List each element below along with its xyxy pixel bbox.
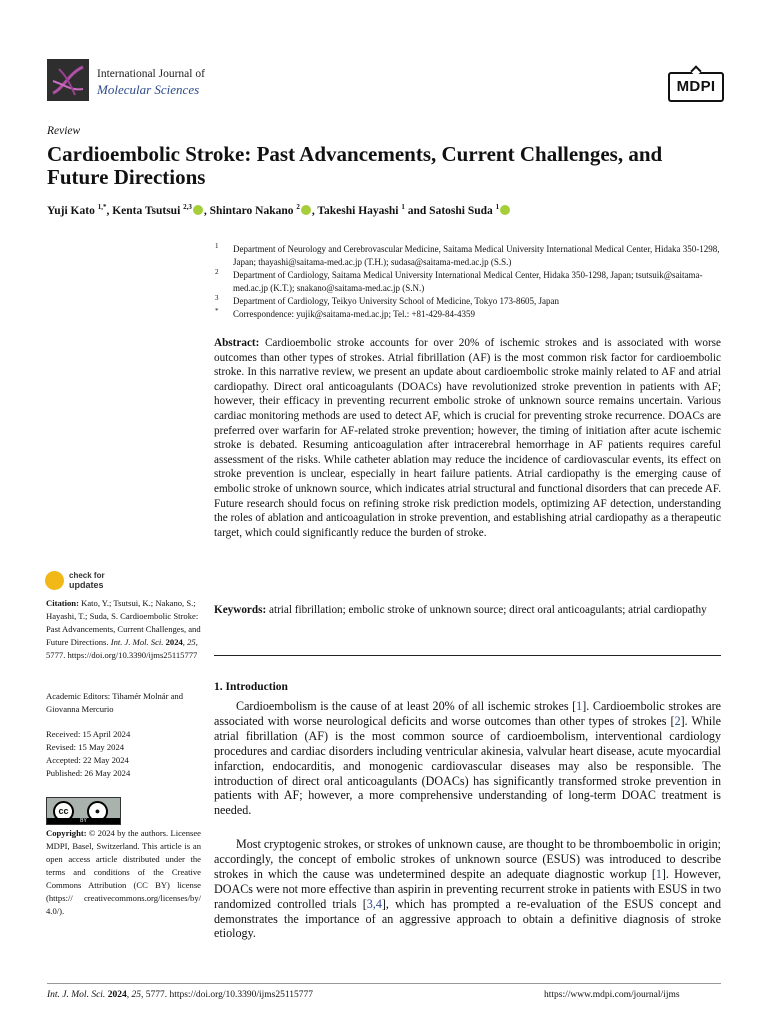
check-updates-icon xyxy=(45,571,64,590)
orcid-icon[interactable] xyxy=(500,205,510,215)
citation-block: Citation: Kato, Y.; Tsutsui, K.; Nakano, S.; Hayashi, T.; Suda, S. Cardioembolic Stroke: Past Advancements, Current Challenges, and Future Directions. Int. J. Mol. Sci. 2024, 25, 5777. https://doi.org/10.3390/ijms25115777 xyxy=(46,598,201,660)
orcid-icon[interactable] xyxy=(193,205,203,215)
affiliation-text: Department of Cardiology, Saitama Medical University International Medical Center, Hidaka 350-1298, Japan; tsutsuik@saitama-med.ac.jp (K.T.); snakano@saitama-med.ac.jp (S.N.) xyxy=(233,270,703,293)
copyright-label: Copyright: xyxy=(46,828,87,838)
cc-by-label: BY xyxy=(47,818,120,824)
citation-text: Kato, Y.; Tsutsui, K.; Nakano, S.; Hayashi, T.; Suda, S. Cardioembolic Stroke: Past Advancements, Current Challenges, and Future Directions. xyxy=(46,598,201,647)
publication-date: Accepted: 22 May 2024 xyxy=(46,755,129,765)
author-affiliation-mark: 1,* xyxy=(97,203,107,211)
text-run: Cardioembolism is the cause of at least 20% of all ischemic strokes [ xyxy=(236,699,577,713)
text-run: Most cryptogenic strokes, or strokes of unknown cause, are thought to be thromboembolic in origin; accordingly, the concept of embolic strokes of unknown source (ESUS) was introduced to describe strokes in which the cause was undetermined despite an adequate diagnostic workup [ xyxy=(214,837,722,881)
publication-date: Revised: 15 May 2024 xyxy=(46,742,125,752)
journal-logo xyxy=(47,59,89,101)
citation-label: Citation: xyxy=(46,598,79,608)
author-affiliation-mark: 1 xyxy=(495,203,500,211)
author-name: Takeshi Hayashi xyxy=(317,204,399,217)
author-list xyxy=(47,203,511,217)
affiliation-item xyxy=(211,243,726,269)
cc-by-license-badge[interactable] xyxy=(46,797,121,825)
footer-volume: 25 xyxy=(131,990,141,1000)
footer-year: 2024 xyxy=(107,990,127,1000)
publication-date: Published: 26 May 2024 xyxy=(46,768,131,778)
author-name: Kenta Tsutsui xyxy=(112,204,181,217)
keywords-label: Keywords: xyxy=(214,604,267,616)
author-separator: , xyxy=(311,204,318,217)
article-title: Cardioembolic Stroke: Past Advancements, Current Challenges, and Future Directions xyxy=(47,142,663,189)
author-name: Satoshi Suda xyxy=(429,204,493,217)
publication-date: Received: 15 April 2024 xyxy=(46,729,131,739)
section-heading: 1. Introduction xyxy=(214,681,288,693)
abstract xyxy=(214,336,721,540)
check-updates-line2: updates xyxy=(69,580,104,590)
text-run: ]. Cardioembolic strokes are associated with worse neurological deficits and worse outcomes than other types of strokes [ xyxy=(214,699,721,728)
affiliation-item xyxy=(211,308,726,321)
text-run: ], which has prompted a re-evaluation of the ESUS concept and demonstrates the importance of an aggressive approach to obtain a definitive diagnosis of stroke etiology. xyxy=(214,896,721,941)
dna-helix-icon xyxy=(47,59,89,101)
publication-dates xyxy=(46,728,201,780)
citation-year: 2024 xyxy=(165,637,183,647)
text-run: ]. While atrial fibrillation (AF) is the most common source of cardioembolism, interventional cardiology procedures and cardiac disorders including ventricular akinesia, valvular heart disease, acute myocardial infarction, endocarditis, and monogenic cardiovascular diseases may also be responsible. The introduction of direct oral anticoagulants (DOACs) has significantly transformed stroke prevention in patients with AF; however, a more comprehensive understanding of long-term DOAC treatment is needed. xyxy=(214,713,722,818)
citation-link[interactable]: 1 xyxy=(576,699,583,713)
author-name: Shintaro Nakano xyxy=(209,204,294,217)
abstract-label: Abstract: xyxy=(214,337,260,349)
keywords xyxy=(214,603,721,618)
copyright-block xyxy=(46,827,201,918)
affiliation-text: Department of Neurology and Cerebrovascular Medicine, Saitama Medical University International Medical Center, Hidaka 350-1298, Japan; thayashi@saitama-med.ac.jp (T.H.); sudasa@saitama-med.ac.jp (S.S.) xyxy=(233,244,720,267)
footer-citation: Int. J. Mol. Sci. 2024, 25, 5777. https://doi.org/10.3390/ijms25115777 xyxy=(47,990,314,1000)
journal-prefix: International Journal of xyxy=(97,68,205,80)
citation-volume: 25 xyxy=(187,637,196,647)
check-for-updates-button[interactable] xyxy=(45,569,120,593)
citation-journal: Int. J. Mol. Sci. xyxy=(110,637,164,647)
paragraph-1 xyxy=(214,699,721,818)
footer-journal: Int. J. Mol. Sci. xyxy=(47,990,106,1000)
academic-editors xyxy=(46,690,201,716)
keywords-text: atrial fibrillation; embolic stroke of unknown source; direct oral anticoagulants; atrial cardiopathy xyxy=(269,604,707,616)
affiliation-number: 1 xyxy=(215,242,219,250)
footer-journal-url[interactable]: https://www.mdpi.com/journal/ijms xyxy=(544,990,680,1000)
copyright-text: © 2024 by the authors. Licensee MDPI, Basel, Switzerland. This article is an open access article distributed under the terms and conditions of the Creative Commons Attribution (CC BY) license (https:// creativecommons.org/licenses/by/ 4.0/). xyxy=(46,828,201,916)
affiliation-text: Department of Cardiology, Teikyo University School of Medicine, Tokyo 173-8605, Japan xyxy=(233,296,560,306)
abstract-text: Cardioembolic stroke accounts for over 20% of ischemic strokes and is associated with worse outcomes than other types of strokes. Atrial fibrillation (AF) is the most common risk factor for cardioembolic stroke. In this narrative review, we present an update about cardioembolic stroke mainly related to AF and atrial cardiopathy. Direct oral anticoagulants (DOACs) have revolutionized stroke prevention in patients with AF; however, their efficacy in preventing recurrent embolic stroke of unknown source remains uncertain. Various cardiac monitoring methods are used to detect AF, which is crucial for preventing stroke recurrence. DOACs are preferred over warfarin for AF-related stroke prevention; however, the timing of initiation after acute ischemic stroke is debated. Resuming anticoagulation after intracerebral hemorrhage in AF patients requires careful assessment of the risks. While catheter ablation may reduce the incidence of cardiovascular events, its effect on stroke prevention is unclear, especially in heart failure patients. Atrial cardiopathy is the emerging cause of embolic stroke of unknown source, which indicates atrial structural and functional disorders that can precede AF. Future research should focus on refining stroke risk prediction models, optimizing AF detection, understanding the roles of ablation and anticoagulation in stroke prevention, and establishing atrial cardiopathy as a therapeutic target, which could significantly reduce the burden of stroke. xyxy=(214,337,721,539)
article-type: Review xyxy=(47,125,81,137)
author-affiliation-mark: 2,3 xyxy=(183,203,192,211)
affiliations xyxy=(211,243,726,321)
editors-names: Tihamér Molnár and Giovanna Mercurio xyxy=(46,691,184,714)
affiliation-item xyxy=(211,269,726,295)
citation-link[interactable]: 2 xyxy=(674,713,681,728)
paragraph-2 xyxy=(214,837,721,941)
author-separator: , xyxy=(106,204,113,217)
affiliation-number: 3 xyxy=(215,294,219,302)
author-affiliation-mark: 1 xyxy=(401,203,405,211)
citation-link[interactable]: 1 xyxy=(655,866,662,881)
journal-name: Molecular Sciences xyxy=(97,82,200,97)
section-divider xyxy=(214,655,721,656)
footer-doi[interactable]: , 5777. https://doi.org/10.3390/ijms25115777 xyxy=(140,990,314,1000)
author-name: Yuji Kato xyxy=(47,204,95,217)
attribution-person-icon: ● xyxy=(87,801,108,822)
mdpi-logo[interactable]: MDPI xyxy=(668,72,724,102)
orcid-icon[interactable] xyxy=(301,205,311,215)
check-updates-line1: check for xyxy=(69,571,105,580)
author-affiliation-mark: 2 xyxy=(296,203,300,211)
affiliation-number: 2 xyxy=(215,268,219,276)
citation-doi[interactable]: , 5777. https://doi.org/10.3390/ijms25115777 xyxy=(46,637,198,660)
footer-divider xyxy=(47,983,721,984)
text-run: ]. However, DOACs were not more effective than aspirin in preventing recurrent stroke in patients with ESUS in two randomized controlled trials [ xyxy=(214,866,722,911)
cc-icon: cc xyxy=(53,801,74,822)
editors-label: Academic Editors: xyxy=(46,691,111,701)
affiliation-item xyxy=(211,295,726,308)
affiliation-text: Correspondence: yujik@saitama-med.ac.jp; Tel.: +81-429-84-4359 xyxy=(233,309,476,319)
affiliation-number: * xyxy=(215,307,219,315)
author-separator: , xyxy=(203,204,210,217)
citation-link[interactable]: 3,4 xyxy=(366,896,382,911)
author-separator: and xyxy=(404,204,430,217)
